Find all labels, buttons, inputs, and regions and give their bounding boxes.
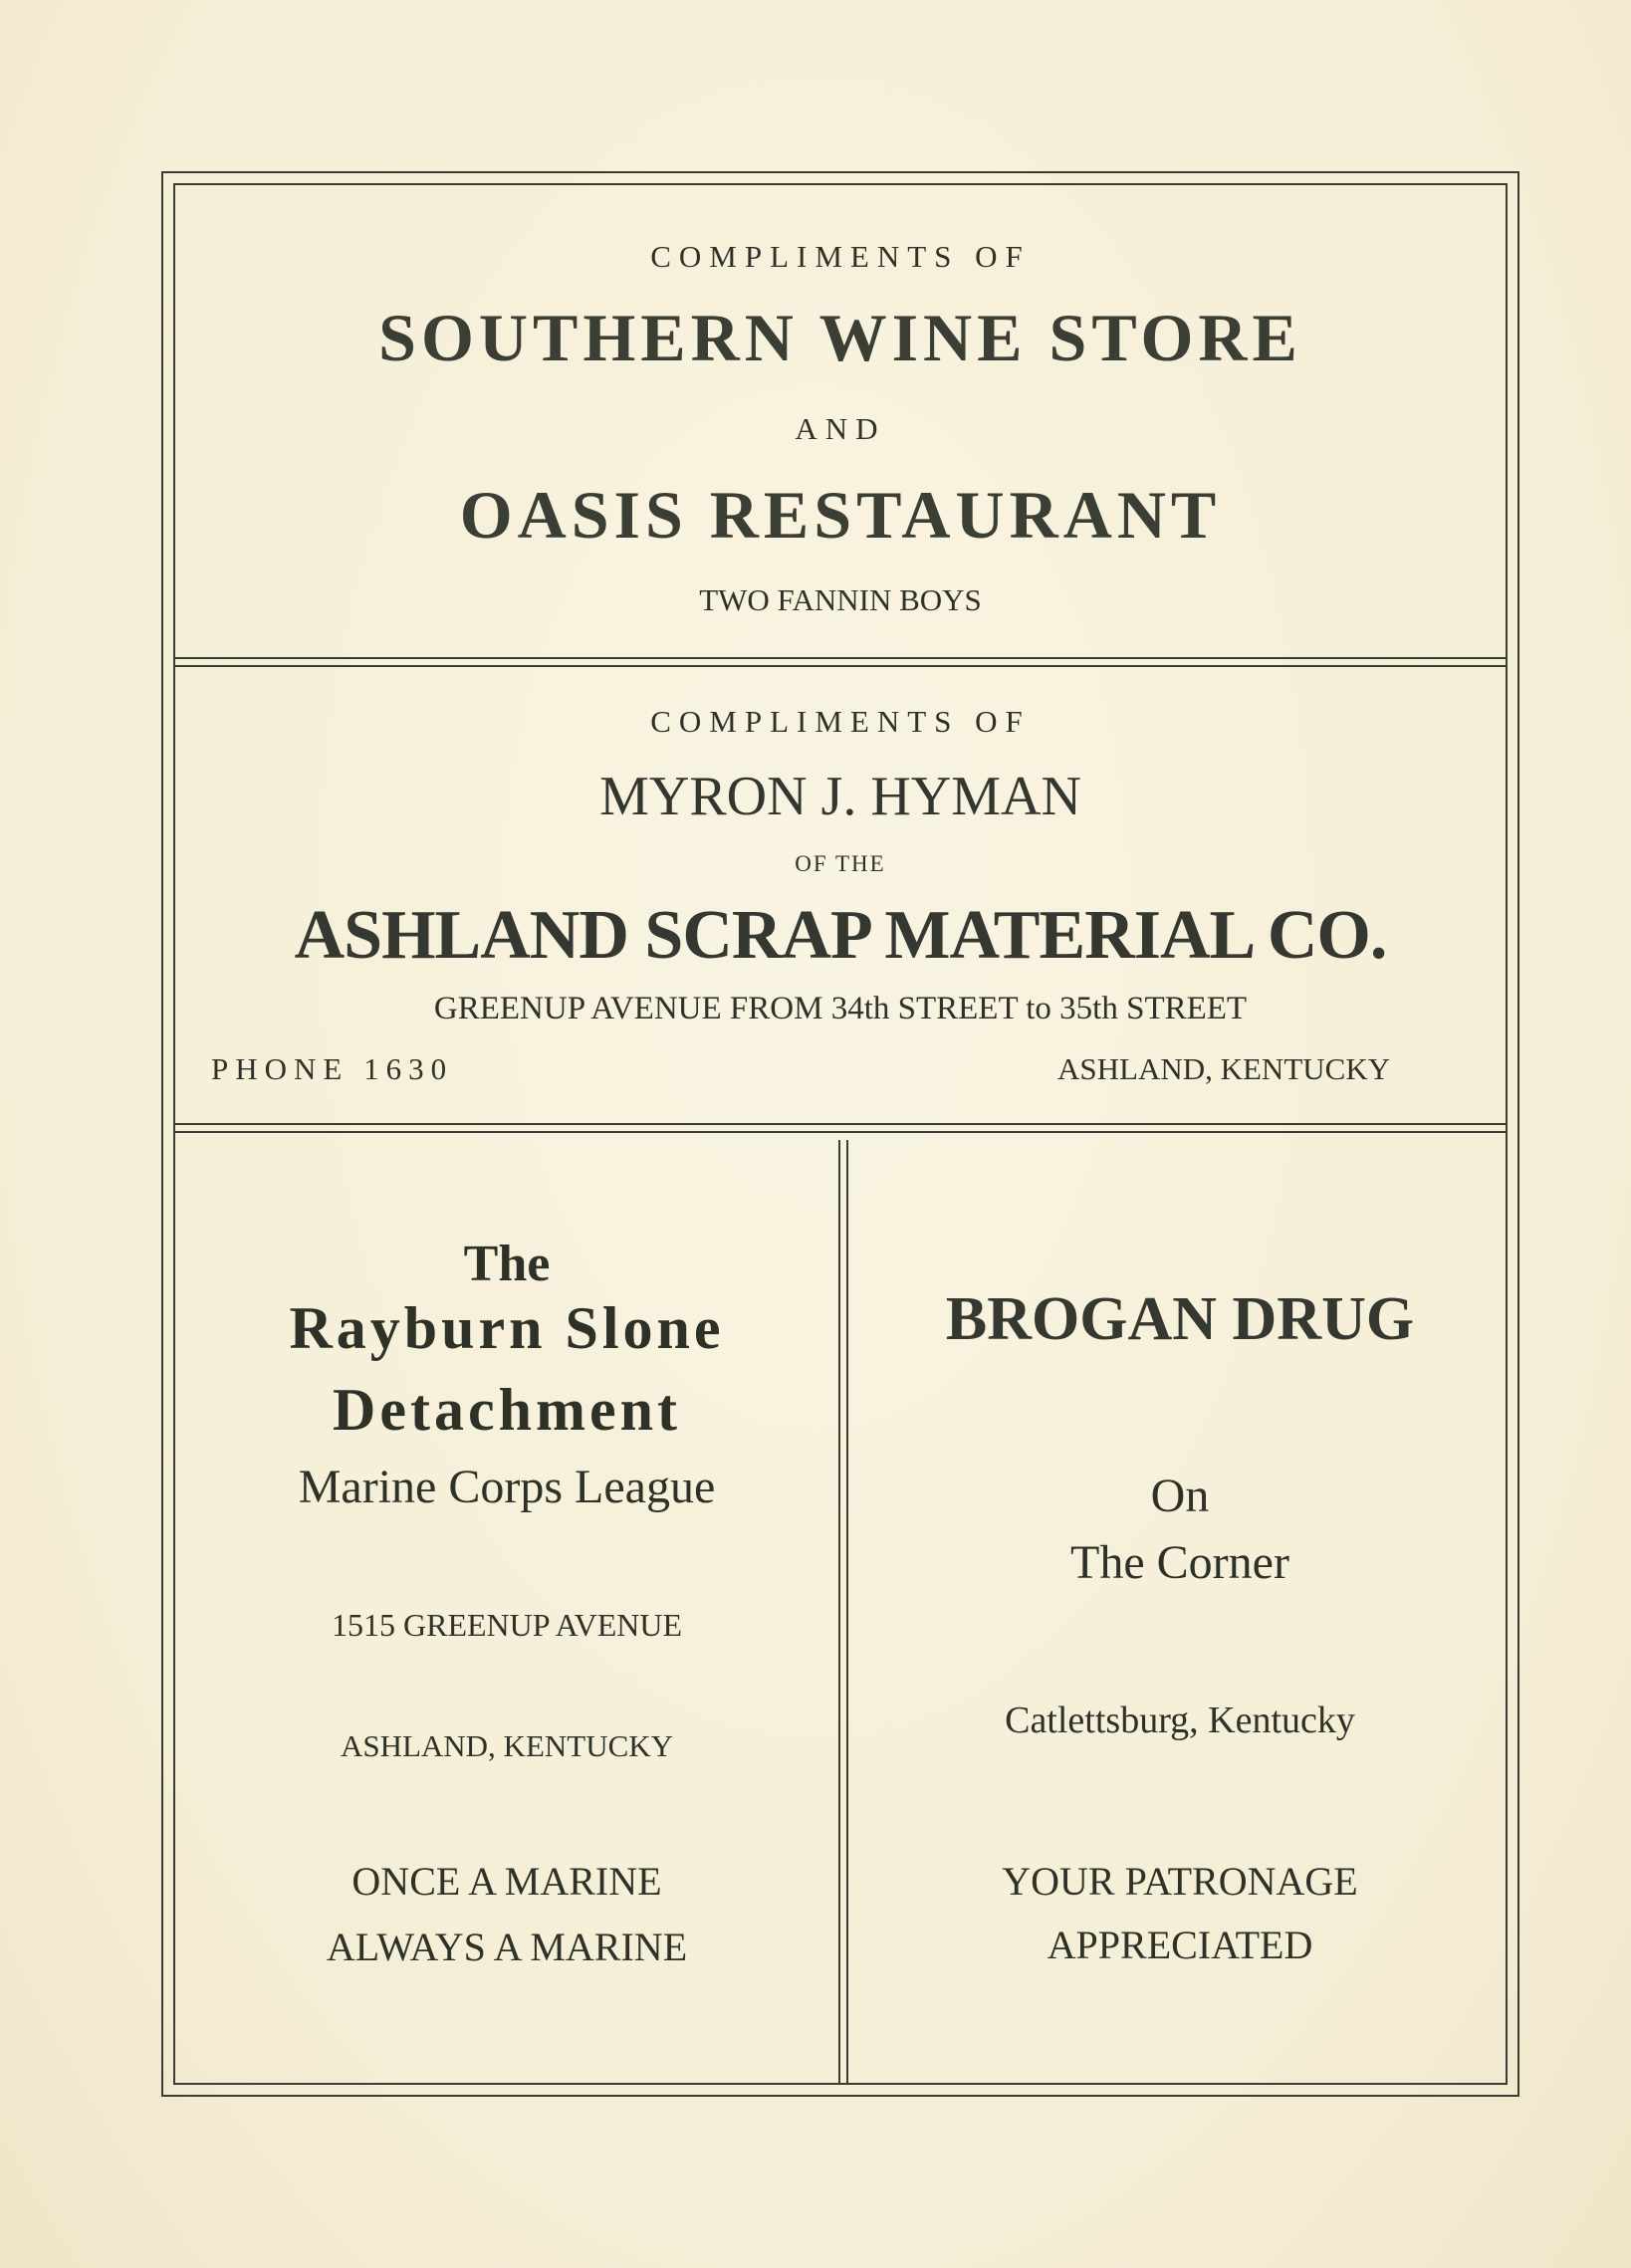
ad4-patronage2: APPRECIATED bbox=[1047, 1923, 1313, 1967]
ad4-on: On bbox=[1150, 1470, 1210, 1522]
ad2-phone: PHONE 1630 bbox=[211, 1051, 454, 1086]
ad2-company: ASHLAND SCRAP MATERIAL CO. bbox=[294, 897, 1387, 974]
ad2-person: MYRON J. HYMAN bbox=[599, 766, 1081, 827]
ad3-line1: Rayburn Slone bbox=[289, 1295, 725, 1361]
divider-1b bbox=[175, 665, 1506, 667]
ad3-city: ASHLAND, KENTUCKY bbox=[340, 1728, 674, 1763]
ad2-address: GREENUP AVENUE FROM 34th STREET to 35th STREET bbox=[433, 991, 1248, 1026]
ad2-compliments: COMPLIMENTS OF bbox=[650, 704, 1031, 739]
ad1-compliments: COMPLIMENTS OF bbox=[650, 239, 1031, 274]
column-divider-a bbox=[838, 1140, 840, 2083]
ad3-motto2: ALWAYS A MARINE bbox=[326, 1925, 688, 1969]
ad4-name: BROGAN DRUG bbox=[945, 1285, 1415, 1353]
ad4-patronage1: YOUR PATRONAGE bbox=[1002, 1859, 1358, 1904]
ad1-tagline: TWO FANNIN BOYS bbox=[699, 582, 982, 617]
ad1-name1: SOUTHERN WINE STORE bbox=[378, 300, 1302, 375]
ad2-of-the: OF THE bbox=[795, 851, 886, 876]
ad3-address: 1515 GREENUP AVENUE bbox=[331, 1607, 682, 1643]
ad4-city: Catlettsburg, Kentucky bbox=[1005, 1700, 1355, 1741]
ad3-line2: Detachment bbox=[333, 1377, 681, 1443]
divider-2a bbox=[175, 1123, 1506, 1125]
inner-border bbox=[173, 183, 1508, 2085]
ad4-corner: The Corner bbox=[1070, 1536, 1289, 1589]
ad2-city: ASHLAND, KENTUCKY bbox=[1057, 1051, 1391, 1086]
ad3-motto1: ONCE A MARINE bbox=[351, 1859, 662, 1904]
ad3-the: The bbox=[463, 1236, 551, 1292]
divider-1a bbox=[175, 657, 1506, 659]
ad1-name2: OASIS RESTAURANT bbox=[459, 477, 1222, 553]
ad1-and: AND bbox=[795, 411, 886, 446]
ad3-line3: Marine Corps League bbox=[298, 1461, 716, 1513]
divider-2b bbox=[175, 1131, 1506, 1133]
column-divider-b bbox=[846, 1140, 848, 2083]
